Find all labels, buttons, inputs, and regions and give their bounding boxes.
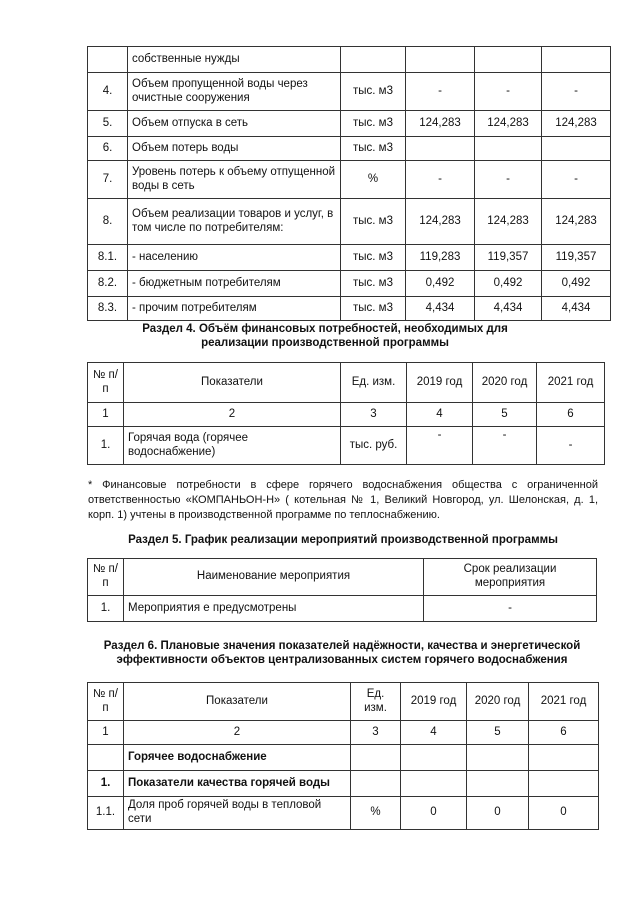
value-2020: - <box>473 427 537 465</box>
row-number: 5. <box>88 111 128 137</box>
value-2020: 124,283 <box>475 111 542 137</box>
row-number: 6. <box>88 137 128 161</box>
header-unit: Ед. изм. <box>351 683 401 721</box>
header-num: № п/п <box>88 559 124 596</box>
row-unit: тыс. м3 <box>341 199 406 245</box>
subgroup-row <box>88 771 599 797</box>
financial-needs-table <box>87 362 605 465</box>
value-2021: 124,283 <box>542 199 611 245</box>
value-2021: 4,434 <box>542 297 611 321</box>
row-name: собственные нужды <box>128 47 341 73</box>
table-row <box>88 596 597 622</box>
row-unit: тыс. руб. <box>341 427 407 465</box>
index-cell: 1 <box>88 721 124 745</box>
table-header-row <box>88 683 599 721</box>
value-2019: 0 <box>401 797 467 830</box>
table-row <box>88 47 611 73</box>
group-row <box>88 745 599 771</box>
header-unit: Ед. изм. <box>341 363 407 403</box>
value-2021: 0 <box>529 797 599 830</box>
value-2020 <box>475 137 542 161</box>
value-2020: 0 <box>467 797 529 830</box>
row-name: Мероприятия е предусмотрены <box>124 596 424 622</box>
value-2019: 124,283 <box>406 111 475 137</box>
section4-title: Раздел 4. Объём финансовых потребностей, необходимых для реализации производственной программы <box>142 323 508 350</box>
header-2019: 2019 год <box>407 363 473 403</box>
row-number <box>88 47 128 73</box>
value-2021: - <box>537 427 605 465</box>
row-name: - населению <box>128 245 341 271</box>
row-unit <box>341 47 406 73</box>
index-cell: 5 <box>473 403 537 427</box>
value-2020 <box>475 47 542 73</box>
value-2021 <box>542 137 611 161</box>
value-2019 <box>406 137 475 161</box>
header-2021: 2021 год <box>537 363 605 403</box>
index-cell: 4 <box>401 721 467 745</box>
value-2020: - <box>475 161 542 199</box>
header-name: Наименование мероприятия <box>124 559 424 596</box>
table-row <box>88 297 611 321</box>
row-number: 7. <box>88 161 128 199</box>
subgroup-number: 1. <box>88 771 124 797</box>
row-unit: % <box>341 161 406 199</box>
header-term: Срок реализации мероприятия <box>424 559 597 596</box>
volume-table <box>87 46 611 321</box>
value-2020: 4,434 <box>475 297 542 321</box>
table-row <box>88 271 611 297</box>
value-2019: 124,283 <box>406 199 475 245</box>
value-2020: 119,357 <box>475 245 542 271</box>
section6-title: Раздел 6. Плановые значения показателей надёжности, качества и энергетической эффективности объектов централизованных систем горячего водоснабжения <box>103 640 581 667</box>
row-name: Доля проб горячей воды в тепловой сети <box>124 797 351 830</box>
value-2019: 0,492 <box>406 271 475 297</box>
value-2021: 0,492 <box>542 271 611 297</box>
value-2019: 119,283 <box>406 245 475 271</box>
value-2021: - <box>542 73 611 111</box>
index-cell: 4 <box>407 403 473 427</box>
header-num: № п/п <box>88 363 124 403</box>
header-2020: 2020 год <box>467 683 529 721</box>
value-2019: 4,434 <box>406 297 475 321</box>
header-2019: 2019 год <box>401 683 467 721</box>
index-cell: 3 <box>341 403 407 427</box>
table-header-row <box>88 559 597 596</box>
table-header-row <box>88 363 605 403</box>
row-number: 1. <box>88 427 124 465</box>
financial-note: * Финансовые потребности в сфере горячего водоснабжения общества с ограниченной ответственностью «КОМПАНЬОН-Н» ( котельная № 1, Великий Новгород, ул. Шелонская, д. 1, корп. 1) учтены в производственной программе по теплоснабжению. <box>88 479 598 521</box>
group-title: Горячее водоснабжение <box>124 745 351 771</box>
section5-title: Раздел 5. График реализации мероприятий производственной программы <box>128 534 558 546</box>
row-unit: % <box>351 797 401 830</box>
value-2019 <box>406 47 475 73</box>
row-number: 8. <box>88 199 128 245</box>
value-2019: - <box>407 427 473 465</box>
activities-schedule-table <box>87 558 597 622</box>
value-2020: 0,492 <box>475 271 542 297</box>
table-row <box>88 245 611 271</box>
value-2019: - <box>406 73 475 111</box>
value-2020: 124,283 <box>475 199 542 245</box>
subgroup-title: Показатели качества горячей воды <box>124 771 351 797</box>
header-2021: 2021 год <box>529 683 599 721</box>
header-num: № п/п <box>88 683 124 721</box>
row-number: 1. <box>88 596 124 622</box>
index-cell: 6 <box>537 403 605 427</box>
index-cell: 2 <box>124 403 341 427</box>
index-cell: 2 <box>124 721 351 745</box>
header-name: Показатели <box>124 363 341 403</box>
table-row <box>88 797 599 830</box>
row-name: Горячая вода (горячее водоснабжение) <box>124 427 341 465</box>
row-number: 1.1. <box>88 797 124 830</box>
header-name: Показатели <box>124 683 351 721</box>
performance-indicators-table <box>87 682 599 830</box>
row-unit: тыс. м3 <box>341 297 406 321</box>
row-unit: тыс. м3 <box>341 245 406 271</box>
row-number: 8.2. <box>88 271 128 297</box>
row-number: 4. <box>88 73 128 111</box>
table-row <box>88 137 611 161</box>
row-name: Уровень потерь к объему отпущенной воды в сеть <box>128 161 341 199</box>
table-row <box>88 199 611 245</box>
table-row <box>88 73 611 111</box>
index-cell: 1 <box>88 403 124 427</box>
value-2021: 124,283 <box>542 111 611 137</box>
row-unit: тыс. м3 <box>341 111 406 137</box>
row-name: Объем отпуска в сеть <box>128 111 341 137</box>
row-unit: тыс. м3 <box>341 271 406 297</box>
row-term: - <box>424 596 597 622</box>
value-2019: - <box>406 161 475 199</box>
header-2020: 2020 год <box>473 363 537 403</box>
index-row <box>88 721 599 745</box>
row-number: 8.3. <box>88 297 128 321</box>
index-cell: 5 <box>467 721 529 745</box>
index-cell: 3 <box>351 721 401 745</box>
value-2021: - <box>542 161 611 199</box>
row-name: Объем реализации товаров и услуг, в том числе по потребителям: <box>128 199 341 245</box>
index-row <box>88 403 605 427</box>
value-2021: 119,357 <box>542 245 611 271</box>
row-name: - прочим потребителям <box>128 297 341 321</box>
value-2021 <box>542 47 611 73</box>
index-cell: 6 <box>529 721 599 745</box>
row-name: - бюджетным потребителям <box>128 271 341 297</box>
table-row <box>88 161 611 199</box>
row-unit: тыс. м3 <box>341 73 406 111</box>
table-row <box>88 111 611 137</box>
row-name: Объем потерь воды <box>128 137 341 161</box>
table-row <box>88 427 605 465</box>
value-2020: - <box>475 73 542 111</box>
row-name: Объем пропущенной воды через очистные сооружения <box>128 73 341 111</box>
row-unit: тыс. м3 <box>341 137 406 161</box>
row-number: 8.1. <box>88 245 128 271</box>
